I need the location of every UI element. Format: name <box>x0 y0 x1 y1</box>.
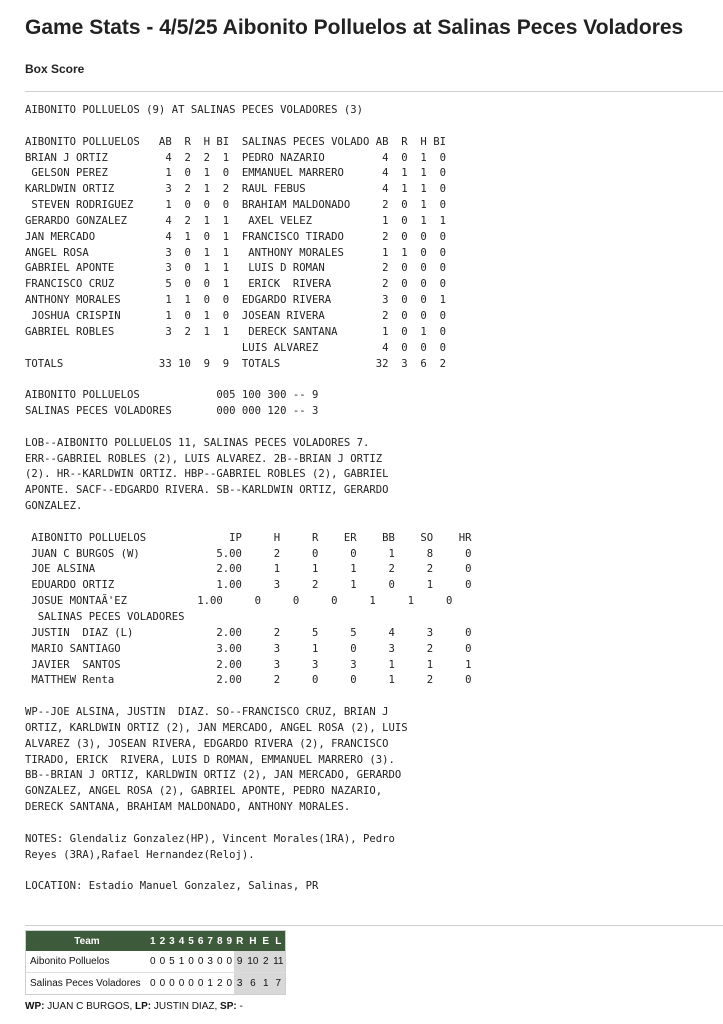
inning-cell: 0 <box>197 956 204 967</box>
inning-cell: 1 <box>205 973 215 995</box>
lob-total: 11 <box>271 951 286 973</box>
box-score-heading: Box Score <box>25 62 85 76</box>
box-score-line: AIBONITO POLLUELOS IP H R ER BB SO HR <box>25 531 472 544</box>
box-score-line: JOE ALSINA 2.00 1 1 1 2 2 0 <box>25 563 472 576</box>
linescore-header-row <box>26 931 286 952</box>
inning-cell: 2 <box>215 973 225 995</box>
linescore-table <box>25 930 286 995</box>
box-score-line: KARLDWIN ORTIZ 3 2 1 2 RAUL FEBUS 4 1 1 0 <box>25 183 446 196</box>
inning-cell: 0 <box>177 973 187 995</box>
box-score-line: AIBONITO POLLUELOS (9) AT SALINAS PECES VOLADORES (3) <box>25 104 364 116</box>
linescore-row-away <box>26 951 286 973</box>
box-score-line: LOB--AIBONITO POLLUELOS 11, SALINAS PECES VOLADORES 7. <box>25 436 370 449</box>
linescore-team-name: Salinas Peces Voladores <box>26 973 149 995</box>
box-score-line: ERR--GABRIEL ROBLES (2), LUIS ALVAREZ. 2B--BRIAN J ORTIZ <box>25 452 383 465</box>
linescore-header-cell: 1 <box>148 931 158 952</box>
linescore-header-hits: H <box>245 931 260 952</box>
box-score-line: TIRADO, ERICK RIVERA, LUIS D ROMAN, EMMANUEL MARRERO (3). <box>25 753 395 766</box>
linescore-team-name: Aibonito Polluelos <box>30 956 110 967</box>
box-score-line: GONZALEZ. <box>25 500 83 513</box>
lob-total: 7 <box>271 973 286 995</box>
box-score-line: EDUARDO ORTIZ 1.00 3 2 1 0 1 0 <box>25 579 472 592</box>
box-score-line: AIBONITO POLLUELOS 005 100 300 -- 9 <box>25 389 319 402</box>
errors-total: 2 <box>260 951 271 973</box>
linescore-header-cell: 2 <box>158 931 168 952</box>
inning-cell: 0 <box>186 973 196 995</box>
box-score-line: ALVAREZ (3), JOSEAN RIVERA, EDGARDO RIVERA (2), FRANCISCO <box>25 737 389 750</box>
linescore-header-cell: 8 <box>215 931 225 952</box>
linescore-header-errors: E <box>260 931 271 952</box>
inning-cell: 0 <box>196 973 206 995</box>
linescore-header-lob: L <box>271 931 286 952</box>
box-score-line: STEVEN RODRIGUEZ 1 0 0 0 BRAHIAM MALDONADO 2 0 1 0 <box>25 199 446 212</box>
box-score-line: LUIS ALVAREZ 4 0 0 0 <box>25 341 446 354</box>
inning-cell: 0 <box>158 973 168 995</box>
box-score-line: GABRIEL APONTE 3 0 1 1 LUIS D ROMAN 2 0 0 0 <box>25 262 446 275</box>
runs-total: 3 <box>234 973 245 995</box>
page-title: Game Stats - 4/5/25 Aibonito Polluelos at Salinas Peces Voladores <box>25 16 684 39</box>
divider <box>25 925 723 926</box>
inning-cell: 0 <box>226 956 233 967</box>
sp-label: SP: <box>220 1001 237 1012</box>
linescore-header-cell: 7 <box>205 931 215 952</box>
linescore-header-cell: 4 <box>177 931 187 952</box>
save-pitcher: - <box>239 1001 243 1012</box>
linescore-header-cell: 3 <box>167 931 177 952</box>
errors-total: 1 <box>260 973 271 995</box>
inning-cell: 5 <box>169 956 175 967</box>
box-score-line: FRANCISCO CRUZ 5 0 0 1 ERICK RIVERA 2 0 0 0 <box>25 278 446 291</box>
linescore-header-cell: 6 <box>196 931 206 952</box>
box-score-line: SALINAS PECES VOLADORES <box>25 611 185 623</box>
wp-label: WP: <box>25 1001 45 1012</box>
box-score-line: GELSON PEREZ 1 0 1 0 EMMANUEL MARRERO 4 1 1 0 <box>25 167 446 180</box>
runs-total: 9 <box>234 951 245 973</box>
box-score-line: WP--JOE ALSINA, JUSTIN DIAZ. SO--FRANCISCO CRUZ, BRIAN J <box>25 706 389 719</box>
divider <box>25 91 723 92</box>
inning-cell: 0 <box>216 956 223 967</box>
hits-total: 10 <box>245 951 260 973</box>
box-score-line: JAN MERCADO 4 1 0 1 FRANCISCO TIRADO 2 0 0 0 <box>25 230 446 243</box>
inning-cell: 0 <box>159 956 166 967</box>
box-score-line: GABRIEL ROBLES 3 2 1 1 DERECK SANTANA 1 0 1 0 <box>25 325 446 338</box>
pitcher-decisions: WP: JUAN C BURGOS, LP: JUSTIN DIAZ, SP: - <box>25 1001 243 1012</box>
box-score-line: JAVIER SANTOS 2.00 3 3 3 1 1 1 <box>25 658 472 671</box>
lp-label: LP: <box>135 1001 152 1012</box>
linescore-header-cell: 9 <box>225 931 235 952</box>
hits-total: 6 <box>245 973 260 995</box>
inning-cell: 1 <box>178 956 185 967</box>
box-score-line: JUSTIN DIAZ (L) 2.00 2 5 5 4 3 0 <box>25 626 472 639</box>
box-score-line: ANTHONY MORALES 1 1 0 0 EDGARDO RIVERA 3 0 0 1 <box>25 294 446 307</box>
box-score-line: DERECK SANTANA, BRAHIAM MALDONADO, ANTHONY MORALES. <box>25 801 351 814</box>
box-score-line: MATTHEW Renta 2.00 2 0 0 1 2 0 <box>25 674 472 687</box>
box-score-line: AIBONITO POLLUELOS AB R H BI SALINAS PECES VOLADO AB R H BI <box>25 135 446 148</box>
box-score-line: JOSUE MONTAÃ'EZ 1.00 0 0 0 1 1 0 <box>25 595 453 608</box>
inning-cell: 0 <box>225 973 235 995</box>
box-score-text <box>25 103 471 895</box>
losing-pitcher: JUSTIN DIAZ <box>153 1001 215 1012</box>
box-score-line: BRIAN J ORTIZ 4 2 2 1 PEDRO NAZARIO 4 0 1 0 <box>25 151 446 164</box>
box-score-line: GONZALEZ, ANGEL ROSA (2), GABRIEL APONTE, PEDRO NAZARIO, <box>25 785 383 798</box>
linescore-header-team: Team <box>26 931 149 952</box>
linescore-row-home <box>26 973 286 995</box>
inning-cell: 0 <box>150 956 156 967</box>
box-score-line: BB--BRIAN J ORTIZ, KARLDWIN ORTIZ (2), JAN MERCADO, GERARDO <box>25 769 402 782</box>
box-score-line: (2). HR--KARLDWIN ORTIZ. HBP--GABRIEL ROBLES (2), GABRIEL <box>25 468 389 481</box>
winning-pitcher: JUAN C BURGOS <box>47 1001 130 1012</box>
inning-cell: 0 <box>148 973 158 995</box>
box-score-line: NOTES: Glendaliz Gonzalez(HP), Vincent Morales(1RA), Pedro <box>25 832 395 845</box>
inning-cell: 0 <box>188 956 194 967</box>
inning-cell: 0 <box>167 973 177 995</box>
box-score-line: LOCATION: Estadio Manuel Gonzalez, Salinas, PR <box>25 880 319 893</box>
box-score-line: ORTIZ, KARLDWIN ORTIZ (2), JAN MERCADO, ANGEL ROSA (2), LUIS <box>25 721 408 734</box>
inning-cell: 3 <box>207 956 213 967</box>
box-score-line: ANGEL ROSA 3 0 1 1 ANTHONY MORALES 1 1 0 0 <box>25 246 446 259</box>
box-score-line: APONTE. SACF--EDGARDO RIVERA. SB--KARLDWIN ORTIZ, GERARDO <box>25 484 389 497</box>
box-score-line: JUAN C BURGOS (W) 5.00 2 0 0 1 8 0 <box>25 547 472 560</box>
box-score-line: TOTALS 33 10 9 9 TOTALS 32 3 6 2 <box>25 357 446 370</box>
linescore-header-cell: 5 <box>186 931 196 952</box>
box-score-line: SALINAS PECES VOLADORES 000 000 120 -- 3 <box>25 405 319 418</box>
box-score-line: JOSHUA CRISPIN 1 0 1 0 JOSEAN RIVERA 2 0 0 0 <box>25 309 446 322</box>
linescore-header-runs: R <box>234 931 245 952</box>
box-score-line: Reyes (3RA),Rafael Hernandez(Reloj). <box>25 848 255 861</box>
box-score-line: MARIO SANTIAGO 3.00 3 1 0 3 2 0 <box>25 642 472 655</box>
box-score-line: GERARDO GONZALEZ 4 2 1 1 AXEL VELEZ 1 0 1 1 <box>25 214 446 227</box>
